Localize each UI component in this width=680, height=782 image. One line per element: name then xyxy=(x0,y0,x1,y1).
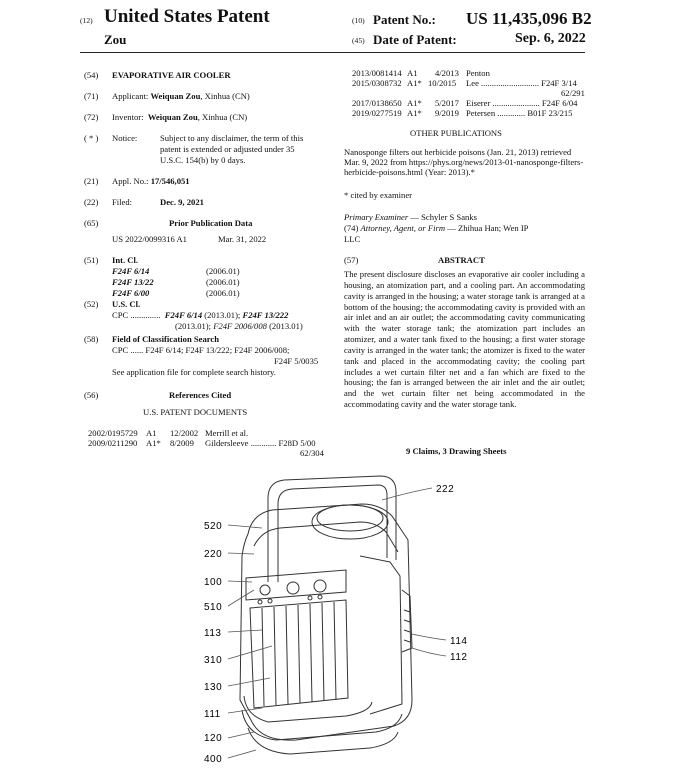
classification-search-line-2: F24F 5/0035 xyxy=(274,356,319,366)
ref-numeral: 100 xyxy=(204,577,223,588)
air-cooler-drawing xyxy=(0,470,680,777)
us-cl-cpc-line-2 xyxy=(175,321,303,332)
reference-name: Lee ........................... F24F 3/14 xyxy=(466,78,577,88)
cpc-code: F24F 6/14 xyxy=(164,310,203,320)
int-cl-title: Int. Cl. xyxy=(112,255,139,265)
reference-number: 2015/0308732 xyxy=(352,78,402,88)
inventor-name: Weiquan Zou xyxy=(147,112,198,122)
inventor-label: Inventor: xyxy=(112,112,144,122)
applicant-label: Applicant: xyxy=(112,91,149,101)
date-of-patent: Sep. 6, 2022 xyxy=(515,31,586,46)
inventor-field xyxy=(112,112,247,123)
ref-numeral: 520 xyxy=(204,521,223,532)
patent-number-label: Patent No.: xyxy=(373,12,436,27)
ref-numeral: 111 xyxy=(204,709,221,720)
cited-by-examiner: * cited by examiner xyxy=(344,190,413,200)
int-cl-version: (2006.01) xyxy=(206,288,240,298)
int-cl-code: F24F 6/14 xyxy=(112,266,150,276)
inid-code-58: (58) xyxy=(84,334,99,344)
cpc-version: (2013.01); xyxy=(175,321,214,331)
ref-numeral: 222 xyxy=(436,484,455,495)
abstract-title: ABSTRACT xyxy=(438,255,485,265)
primary-examiner-label: Primary Examiner xyxy=(344,212,409,222)
inid-code-51: (51) xyxy=(84,255,99,265)
reference-date: 4/2013 xyxy=(435,68,459,78)
reference-kind: A1* xyxy=(407,108,422,118)
applicant-name: Weiquan Zou xyxy=(150,91,201,101)
reference-kind: A1 xyxy=(407,68,418,78)
inid-code-57: (57) xyxy=(344,255,359,265)
ref-numeral: 112 xyxy=(450,652,468,663)
applicant-field xyxy=(112,91,250,102)
reference-date: 10/2015 xyxy=(428,78,457,88)
attorney-label: Attorney, Agent, or Firm xyxy=(360,223,446,233)
inid-code-notice: ( * ) xyxy=(84,133,99,143)
ref-numeral: 120 xyxy=(204,733,223,744)
cpc-version: (2013.01) xyxy=(266,321,303,331)
classification-search-title: Field of Classification Search xyxy=(112,334,220,344)
int-cl-code: F24F 13/22 xyxy=(112,277,154,287)
abstract-text: The present disclosure discloses an evaporative air cooler including a housing, an atomization part, and a cooling part. An accommodating cavity is arranged in the housing; a water storage tank is arranged at a bottom of the housing; the accommodating cavity is provided with an air inlet and an air outlet; the accommodating cavity communicating with the water storage tank; the atomization part includes an atomizer, and a water tank fixed to the housing; a first water storage cavity is arranged in the water tank; the atomizer is fixed to the water tank and placed in the accommodating cavity; the cooling part includes a wet curtain filter net and a fan which are fixed to the housing; the fan is arranged between the air inlet and the air outlet; and the wet curtain filter net being accommodated in the accommodating cavity and the water storage tank. xyxy=(344,269,585,410)
inid-code-21: (21) xyxy=(84,176,99,186)
application-number-label: Appl. No.: xyxy=(112,176,149,186)
inid-code-22: (22) xyxy=(84,197,99,207)
document-title: United States Patent xyxy=(104,6,270,27)
int-cl-version: (2006.01) xyxy=(206,266,240,276)
reference-number: 2002/0195729 xyxy=(88,428,138,438)
application-number: 17/546,051 xyxy=(150,176,190,186)
reference-kind: A1* xyxy=(407,78,422,88)
reference-name: Petersen ............. B01F 23/215 xyxy=(466,108,573,118)
leader-dots: .............. xyxy=(130,310,161,320)
notice-line-3: U.S.C. 154(b) by 0 days. xyxy=(160,155,246,165)
reference-number: 2009/0211290 xyxy=(88,438,138,448)
other-publication-line: Nanosponge filters out herbicide poisons (Jan. 21, 2013) retrieved xyxy=(344,147,572,157)
reference-number: 2013/0081414 xyxy=(352,68,402,78)
applicant-location: , Xinhua (CN) xyxy=(200,91,250,101)
ref-numeral: 400 xyxy=(204,754,223,765)
inventor-surname: Zou xyxy=(104,32,127,47)
classification-search-line-3: See application file for complete search history. xyxy=(112,367,276,377)
attorney-name-continued: LLC xyxy=(344,234,361,244)
other-publication-line: Mar. 9, 2022 from https://phys.org/news/2013-01-nanosponge-filters- xyxy=(344,157,584,167)
reference-kind: A1* xyxy=(407,98,422,108)
reference-number: 2017/0138650 xyxy=(352,98,402,108)
ref-numeral: 310 xyxy=(204,655,223,666)
inid-code-12: (12) xyxy=(80,16,93,25)
ref-numeral: 113 xyxy=(204,628,222,639)
notice-label: Notice: xyxy=(112,133,138,143)
reference-date: 5/2017 xyxy=(435,98,459,108)
ref-numeral: 130 xyxy=(204,682,223,693)
patent-number: US 11,435,096 B2 xyxy=(466,9,592,28)
cpc-version: (2013.01); xyxy=(202,310,243,320)
reference-kind: A1 xyxy=(146,428,157,438)
ref-numeral: 220 xyxy=(204,549,223,560)
reference-name: Gildersleeve ............ F28D 5/00 xyxy=(205,438,316,448)
cpc-label: CPC xyxy=(112,310,129,320)
date-of-patent-label: Date of Patent: xyxy=(373,32,457,47)
filed-date: Dec. 9, 2021 xyxy=(160,197,204,207)
ref-numeral: 510 xyxy=(204,602,223,613)
inid-code-71: (71) xyxy=(84,91,99,101)
primary-examiner-name: — Schyler S Sanks xyxy=(408,212,477,222)
claims-drawing-sheets: 9 Claims, 3 Drawing Sheets xyxy=(406,446,507,456)
reference-continuation: 62/291 xyxy=(561,88,585,98)
inid-code-10: (10) xyxy=(352,16,365,25)
header-divider xyxy=(80,52,585,53)
int-cl-version: (2006.01) xyxy=(206,277,240,287)
inid-code-74: (74) xyxy=(344,223,359,233)
inid-code-65: (65) xyxy=(84,218,99,228)
prior-publication-number: US 2022/0099316 A1 xyxy=(112,234,187,244)
prior-publication-title: Prior Publication Data xyxy=(169,218,253,228)
inid-code-72: (72) xyxy=(84,112,99,122)
cpc-code: F24F 2006/008 xyxy=(213,321,267,331)
inid-code-52: (52) xyxy=(84,299,99,309)
references-cited-title: References Cited xyxy=(169,390,232,400)
reference-kind: A1* xyxy=(146,438,161,448)
representative-drawing xyxy=(0,470,680,777)
us-patent-documents-title: U.S. PATENT DOCUMENTS xyxy=(143,407,248,417)
reference-date: 12/2002 xyxy=(170,428,199,438)
inid-code-45: (45) xyxy=(352,36,365,45)
inid-code-54: (54) xyxy=(84,70,99,80)
reference-date: 9/2019 xyxy=(435,108,459,118)
attorney-name: — Zhihua Han; Wen IP xyxy=(445,223,529,233)
int-cl-code: F24F 6/00 xyxy=(112,288,150,298)
reference-continuation: 62/304 xyxy=(300,448,324,458)
other-publication-line: herbicide-poisons.html (Year: 2013).* xyxy=(344,167,475,177)
cpc-code: F24F 13/222 xyxy=(242,310,289,320)
reference-name: Merrill et al. xyxy=(205,428,249,438)
reference-name: Eiserer ...................... F24F 6/04 xyxy=(466,98,578,108)
other-publications-title: OTHER PUBLICATIONS xyxy=(410,128,502,138)
notice-line-2: patent is extended or adjusted under 35 xyxy=(160,144,295,154)
prior-publication-date: Mar. 31, 2022 xyxy=(218,234,267,244)
classification-search-line-1: CPC ...... F24F 6/14; F24F 13/222; F24F 2006/008; xyxy=(112,345,290,355)
ref-numeral: 114 xyxy=(450,636,468,647)
reference-name: Penton xyxy=(466,68,490,78)
attorney-agent xyxy=(344,223,528,234)
us-cl-cpc-line-1 xyxy=(112,310,288,321)
us-cl-title: U.S. Cl. xyxy=(112,299,141,309)
invention-title: EVAPORATIVE AIR COOLER xyxy=(112,70,231,80)
filed-label: Filed: xyxy=(112,197,133,207)
reference-number: 2019/0277519 xyxy=(352,108,402,118)
inid-code-56: (56) xyxy=(84,390,99,400)
application-number-field xyxy=(112,176,190,187)
notice-line-1: Subject to any disclaimer, the term of this xyxy=(160,133,304,143)
primary-examiner xyxy=(344,212,477,223)
reference-date: 8/2009 xyxy=(170,438,194,448)
inventor-location: , Xinhua (CN) xyxy=(197,112,248,122)
